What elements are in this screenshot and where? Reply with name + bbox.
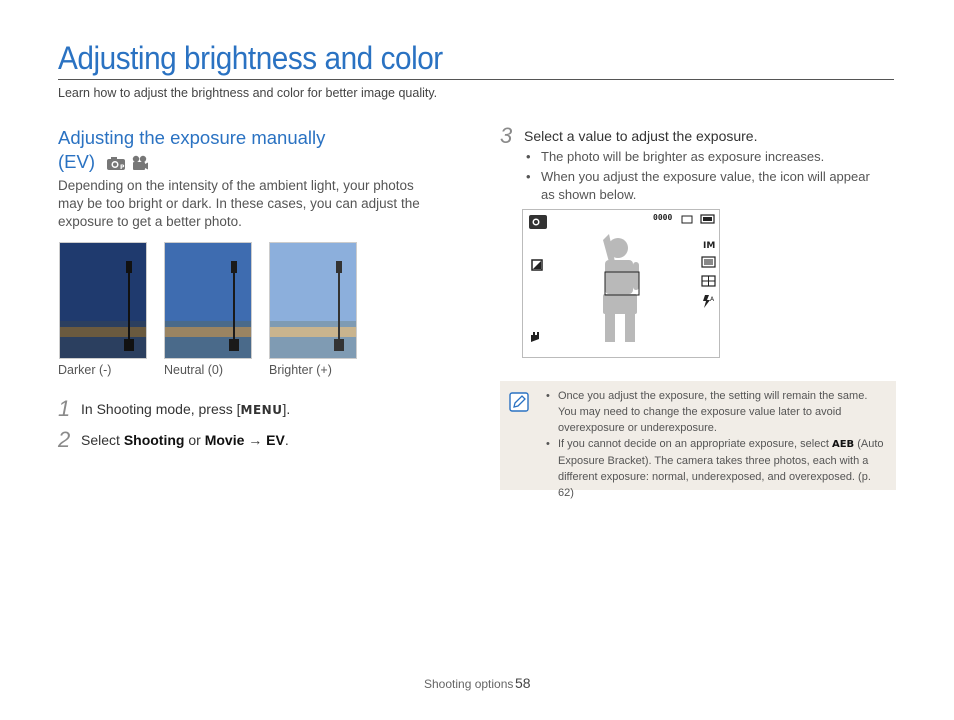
step-3-bullet-1: • The photo will be brighter as exposure increases. xyxy=(526,149,825,164)
camera-screen-illustration xyxy=(522,209,720,358)
svg-text:A: A xyxy=(710,296,715,303)
section-heading-line1: Adjusting the exposure manually xyxy=(58,127,326,148)
caption-neutral: Neutral (0) xyxy=(164,363,224,377)
step-3-number: 3 xyxy=(500,123,513,148)
note-box xyxy=(500,381,896,499)
aeb-label: AEB xyxy=(831,439,855,450)
page-title: Adjusting brightness and color xyxy=(58,40,443,76)
section-heading-line2: (EV) xyxy=(58,151,95,172)
page-number: 58 xyxy=(515,675,531,691)
menu-key: MENU xyxy=(240,403,283,417)
step-3-bullet-2: • When you adjust the exposure value, the icon will appear as shown below. xyxy=(526,169,870,202)
footer-section-label: Shooting options xyxy=(424,677,514,691)
step-2-number: 2 xyxy=(58,427,71,452)
movie-camera-icon xyxy=(131,155,149,171)
step-2-text: Select Shooting or Movie → EV. xyxy=(81,432,289,448)
section-heading xyxy=(58,126,325,174)
camera-program-icon xyxy=(106,155,126,171)
svg-text:IM: IM xyxy=(703,241,716,251)
shot-counter: 0000 xyxy=(653,213,673,222)
note-bullet-2: • If you cannot decide on an appropriate exposure, select AEB (Auto Exposure Bracket). The camera takes three photos, each with a different exposure: normal, underexposed, and overexposed. (p. 62) xyxy=(546,438,884,499)
intro-paragraph: Depending on the intensity of the ambient light, your photos may be too bright or dark. In these cases, you can adjust the exposure to get a better photo. xyxy=(58,178,420,229)
note-pencil-icon xyxy=(509,392,529,412)
step-1-text: In Shooting mode, press [MENU]. xyxy=(81,401,291,417)
title-divider xyxy=(58,79,894,80)
step-1-number: 1 xyxy=(58,396,71,421)
caption-brighter: Brighter (+) xyxy=(269,363,332,377)
photo-brighter xyxy=(269,242,357,359)
step-3-text: Select a value to adjust the exposure. xyxy=(524,128,758,144)
note-bullet-1: • Once you adjust the exposure, the setting will remain the same. You may need to change the exposure value later to avoid overexposure or underexposure. xyxy=(546,390,868,434)
page-subtitle: Learn how to adjust the brightness and color for better image quality. xyxy=(58,86,438,100)
photo-neutral xyxy=(164,242,252,359)
svg-text:P: P xyxy=(120,164,125,172)
ev-icon xyxy=(532,260,542,270)
caption-darker: Darker (-) xyxy=(58,363,112,377)
photo-darker xyxy=(59,242,147,359)
